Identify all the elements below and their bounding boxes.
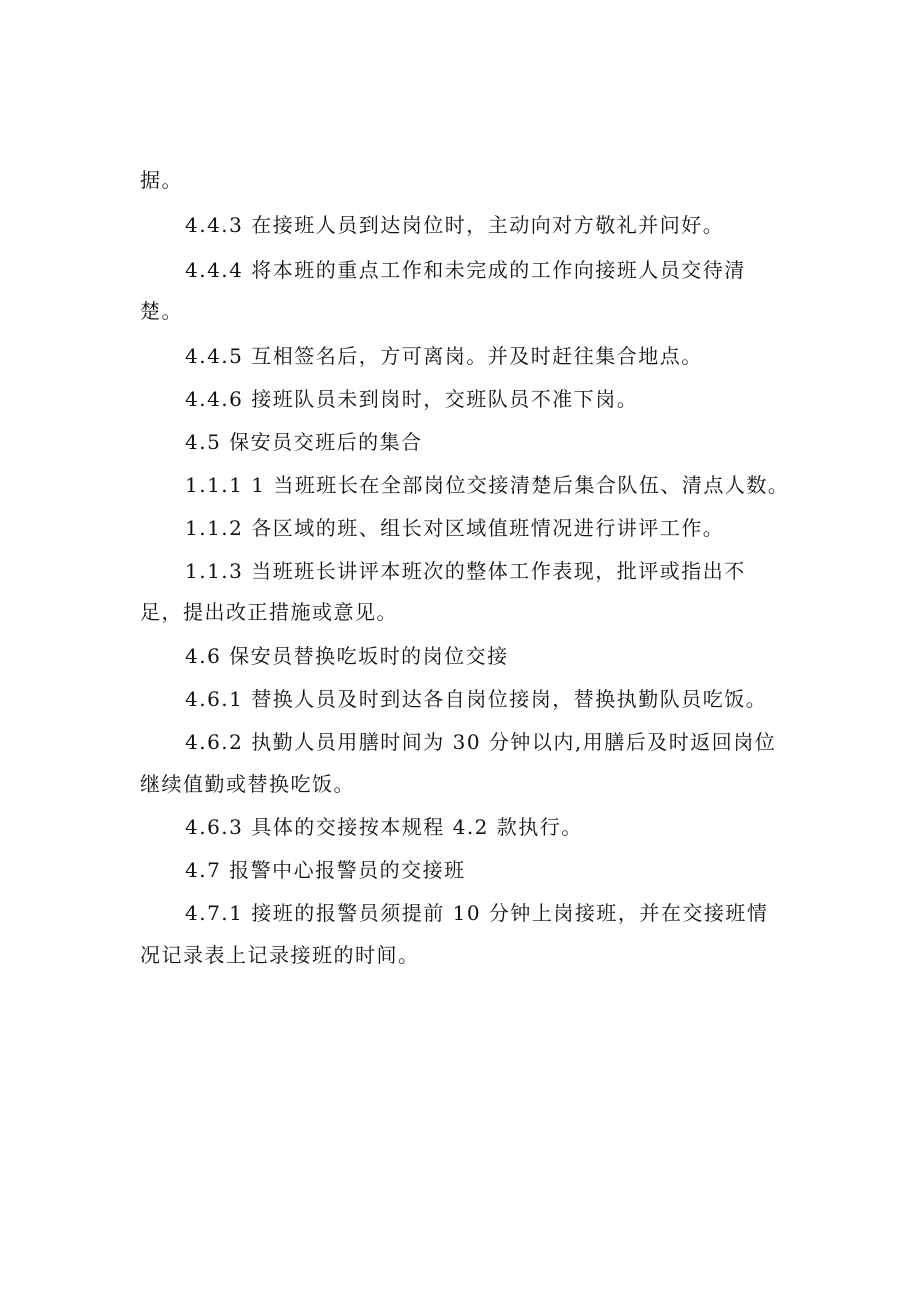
clause-4-7-1: 4.7.1 接班的报警员须提前 10 分钟上岗接班，并在交接班情 (185, 901, 769, 925)
clause-4-6-2-cont: 继续值勤或替换吃饭。 (140, 772, 355, 796)
clause-4-6-3: 4.6.3 具体的交接按本规程 4.2 款执行。 (185, 815, 583, 839)
section-4-7-heading: 4.7 报警中心报警员的交接班 (185, 858, 466, 882)
clause-1-1-3-cont: 足，提出改正措施或意见。 (140, 600, 398, 624)
clause-4-4-3: 4.4.3 在接班人员到达岗位时，主动向对方敬礼并问好。 (185, 213, 725, 237)
clause-4-6-2: 4.6.2 执勤人员用膳时间为 30 分钟以内,用膳后及时返回岗位 (185, 730, 777, 754)
clause-4-4-4-cont: 楚。 (140, 299, 183, 323)
clause-4-4-5: 4.4.5 互相签名后，方可离岗。并及时赶往集合地点。 (185, 344, 703, 368)
clause-1-1-2: 1.1.2 各区域的班、组长对区域值班情况进行讲评工作。 (185, 516, 725, 540)
clause-4-6-1: 4.6.1 替换人员及时到达各自岗位接岗，替换执勤队员吃饭。 (185, 687, 768, 711)
text-line-continuation: 据。 (140, 168, 183, 192)
clause-1-1-3: 1.1.3 当班班长讲评本班次的整体工作表现，批评或指出不 (185, 559, 746, 583)
clause-4-4-4: 4.4.4 将本班的重点工作和未完成的工作向接班人员交待清 (185, 258, 746, 282)
clause-4-4-6: 4.4.6 接班队员未到岗时，交班队员不准下岗。 (185, 387, 639, 411)
section-4-6-heading: 4.6 保安员替换吃坂时的岗位交接 (185, 644, 509, 668)
clause-4-7-1-cont: 况记录表上记录接班的时间。 (140, 943, 420, 967)
section-4-5-heading: 4.5 保安员交班后的集合 (185, 430, 423, 454)
clause-1-1-1: 1.1.1 1 当班班长在全部岗位交接清楚后集合队伍、清点人数。 (185, 473, 790, 497)
